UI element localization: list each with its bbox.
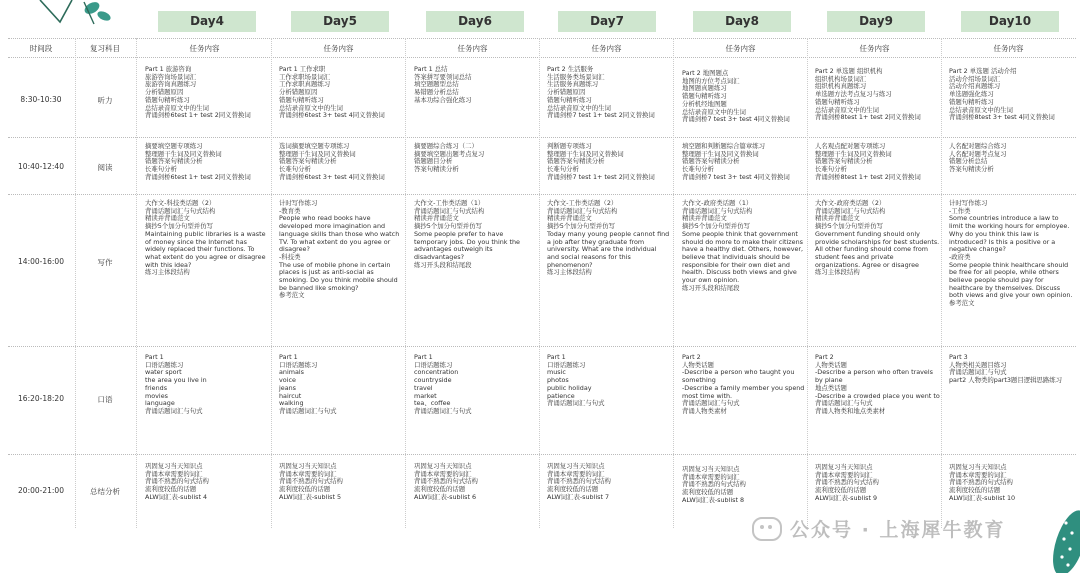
task-column-header: 任务内容 <box>591 44 622 53</box>
reading-task-cell: 人名配对题综合练习 人名配对题考点复习 错题分析总结 答案句精读分析 <box>949 142 1007 174</box>
writing-task-cell: 大作文-政府类话题（1） 背诵话题词汇与句式结构 精读并背诵范文 摘抄5个加分句型并仿写 Some people think that government should do more to make their citizens have a healthy diet. Others, however, believe that individuals should be responsible for their own diet and health. Discuss both views and give your own opinion. 练习开头段和结尾段 <box>682 199 804 292</box>
subject-label: 听力 <box>97 96 113 105</box>
time-slot: 14:00-16:00 <box>18 257 64 266</box>
divider <box>8 454 1076 455</box>
time-slot: 10:40-12:40 <box>18 162 64 171</box>
subject-label: 总结分析 <box>90 487 120 496</box>
speaking-task-cell: Part 2 人物类话题 -Describe a person who often travels by plane 地点类话题 -Describe a crowded place you went to 背诵话题词汇与句式 背诵人物类和地点类素材 <box>815 353 940 415</box>
divider <box>8 38 1076 39</box>
writing-task-cell: 大作文-工作类话题（2） 背诵话题词汇与句式结构 精读并背诵范文 摘抄5个加分句型并仿写 Today many young people cannot find a job after they graduate from university. What are the individual and social reasons for this phenomenon? 练习主体段结构 <box>547 199 670 277</box>
divider <box>8 137 1076 138</box>
divider <box>136 38 137 528</box>
divider <box>271 38 272 528</box>
reading-task-cell: 摘要填空题专项练习 整理题干生词及同义替换词 错题答案句精读分析 长难句分析 背诵剑桥6test 1+ test 2同义替换词 <box>145 142 251 181</box>
speaking-task-cell: Part 1 口语话题练习 concentration countryside travel market tea、coffee 背诵话题词汇与句式 <box>414 353 472 415</box>
summary-task-cell: 巩固复习当天知识点 背诵本章需要的词汇 背诵不熟悉的句式结构 流利度较低的话题 ALW词汇表-sublist 10 <box>949 463 1016 502</box>
summary-task-cell: 巩固复习当天知识点 背诵本章需要的词汇 背诵不熟悉的句式结构 流利度较低的话题 ALW词汇表-sublist 4 <box>145 462 209 501</box>
subject-label: 阅读 <box>97 163 113 172</box>
summary-task-cell: 巩固复习当天知识点 背诵本章需要的词汇 背诵不熟悉的句式结构 流利度较低的话题 ALW词汇表-sublist 9 <box>815 463 879 502</box>
time-slot: 8:30-10:30 <box>20 95 62 104</box>
task-column-header: 任务内容 <box>189 44 220 53</box>
divider <box>405 38 406 528</box>
divider <box>8 194 1076 195</box>
day-header: Day6 <box>426 11 524 32</box>
task-column-header: 任务内容 <box>725 44 756 53</box>
listening-task-cell: Part 2 单选题 活动介绍 活动介绍场景词汇 活动介绍真题练习 单选题强化练习 错题句精听练习 总结录音原文中的生词 背诵剑桥8test 3+ test 4同义替换词 <box>949 67 1055 122</box>
day-header: Day8 <box>693 11 791 32</box>
watermark-text: 公众号 · 上海犀牛教育 <box>790 519 1006 541</box>
summary-task-cell: 巩固复习当天知识点 背诵本章需要的词汇 背诵不熟悉的句式结构 流利度较低的话题 ALW词汇表-sublist 8 <box>682 465 746 504</box>
listening-task-cell: Part 1 总结 答案拼写要领词总结 填空题题型总结 易错题分析总结 基本功综合强化练习 <box>414 65 472 104</box>
reading-task-cell: 人名观点配对题专项练习 整理题干生词及同义替换词 错题答案句精读分析 长难句分析 背诵剑桥8test 1+ test 2同义替换词 <box>815 142 921 181</box>
wechat-icon <box>752 517 782 541</box>
writing-task-cell: 计时写作练习 -工作类 Some countries introduce a law to limit the working hours for employee. Why do you think this law is introduced? Is this a positive or a negative change? -政府类 Some people think healthcare should be free for all people, while others believe people should pay for healthcare by themselves. Discuss both views and give your own opinion. 参考范文 <box>949 199 1073 308</box>
reading-task-cell: 判断题专项练习 整理题干生词及同义替换词 错题答案句精读分析 长难句分析 背诵剑桥7 test 1+ test 2同义替换词 <box>547 142 655 181</box>
divider <box>8 57 1076 58</box>
listening-task-cell: Part 2 生活服务 生活服务类场景词汇 生活服务真题练习 分析错题原因 错题句精听练习 总结录音原文中的生词 背诵剑桥7 test 1+ test 2同义替换词 <box>547 65 655 120</box>
speaking-task-cell: Part 3 人物类相关题目练习 背诵话题词汇与句式 part2 人物类的part3题目逻辑思路练习 <box>949 353 1063 385</box>
day-header: Day5 <box>291 11 389 32</box>
leaf-decoration-icon <box>30 0 120 26</box>
divider <box>8 346 1076 347</box>
subject-label: 写作 <box>97 258 113 267</box>
summary-task-cell: 巩固复习当天知识点 背诵本章需要的词汇 背诵不熟悉的句式结构 流利度较低的话题 ALW词汇表-sublist 5 <box>279 462 343 501</box>
writing-task-cell: 计时写作练习 -教育类 People who read books have developed more imagination and language skills than those who watch TV. To what extent do you agree or disagree? -科技类 The use of mobile phone in certain places is just as anti-social as smoking. Do you think mobile should be banned like smoking? 参考范文 <box>279 199 400 300</box>
speaking-task-cell: Part 2 人物类话题 -Describe a person who taught you something -Describe a family member you spend most time with. 背诵话题词汇与句式 背诵人物类素材 <box>682 353 805 415</box>
task-column-header: 任务内容 <box>323 44 354 53</box>
summary-task-cell: 巩固复习当天知识点 背诵本章需要的词汇 背诵不熟悉的句式结构 流利度较低的话题 ALW词汇表-sublist 6 <box>414 462 478 501</box>
writing-task-cell: 大作文-科技类话题（2） 背诵话题词汇与句式结构 精读并背诵范文 摘抄5个加分句型并仿写 Maintaining public libraries is a waste of money since the Internet has widely replaced their functions. To what extent do you agree or disagree with this idea? 练习主体段结构 <box>145 199 266 277</box>
writing-task-cell: 大作文-政府类话题（2） 背诵话题词汇与句式结构 精读并背诵范文 摘抄5个加分句型并仿写 Government funding should only provide scholarships for best students. All other funding should come from student fees and private organizations. Agree or disagree 练习主体段结构 <box>815 199 940 277</box>
day-header: Day4 <box>158 11 256 32</box>
corner-decoration-icon <box>1020 503 1080 573</box>
summary-task-cell: 巩固复习当天知识点 背诵本章需要的词汇 背诵不熟悉的句式结构 流利度较低的话题 ALW词汇表-sublist 7 <box>547 462 611 501</box>
subject-label: 口语 <box>97 395 113 404</box>
listening-task-cell: Part 1 工作求职 工作求职场景词汇 工作求职真题练习 分析错题原因 错题句精听练习 总结录音原文中的生词 背诵剑桥6test 3+ test 4同义替换词 <box>279 65 385 120</box>
day-header: Day7 <box>558 11 656 32</box>
subject-column-header: 复习科目 <box>90 44 120 53</box>
task-column-header: 任务内容 <box>993 44 1024 53</box>
reading-task-cell: 选词摘要填空题专项练习 整理题干生词及同义替换词 错题答案句精读分析 长难句分析 背诵剑桥6test 3+ test 4同义替换词 <box>279 142 385 181</box>
day-header: Day9 <box>827 11 925 32</box>
reading-task-cell: 填空题和判断题综合篇章练习 整理题干生词及同义替换词 错题答案句精读分析 长难句分析 背诵剑桥7 test 3+ test 4同义替换词 <box>682 142 790 181</box>
task-column-header: 任务内容 <box>859 44 890 53</box>
divider <box>807 38 808 528</box>
speaking-task-cell: Part 1 口语话题练习 water sport the area you live in friends movies language 背诵话题词汇与句式 <box>145 353 207 415</box>
speaking-task-cell: Part 1 口语话题练习 animals voice jeans haircut walking 背诵话题词汇与句式 <box>279 353 337 415</box>
listening-task-cell: Part 2 地图题点 地图的方位考点词汇 地图题真题练习 错题句精听练习 分析机经地图题 总结录音原文中的生词 背诵剑桥7 test 3+ test 4同义替换词 <box>682 69 790 124</box>
listening-task-cell: Part 1 旅游咨询 旅游咨询场景词汇 旅游咨询真题练习 分析错题原因 错题句精听练习 总结录音原文中的生词 背诵剑桥6test 1+ test 2同义替换词 <box>145 65 251 120</box>
divider <box>539 38 540 528</box>
time-slot: 20:00-21:00 <box>18 486 64 495</box>
divider <box>941 38 942 528</box>
speaking-task-cell: Part 1 口语话题练习 music photos public holiday patience 背诵话题词汇与句式 <box>547 353 605 408</box>
watermark <box>752 515 1005 542</box>
divider <box>75 38 76 528</box>
task-column-header: 任务内容 <box>457 44 488 53</box>
time-slot: 16:20-18:20 <box>18 394 64 403</box>
divider <box>673 38 674 528</box>
day-header: Day10 <box>961 11 1059 32</box>
listening-task-cell: Part 2 单选题 组织机构 组织机构场景词汇 组织机构真题练习 单选题方法考点复习与练习 错题句精听练习 总结录音原文中的生词 背诵剑桥8test 1+ test 2同义替换词 <box>815 67 921 122</box>
writing-task-cell: 大作文-工作类话题（1） 背诵话题词汇与句式结构 精读并背诵范文 摘抄5个加分句型并仿写 Some people prefer to have temporary jobs. Do you think the advantages outweigh its disadvantages? 练习开头段和结尾段 <box>414 199 520 269</box>
reading-task-cell: 摘要题综合练习（二） 摘要填空题出题考点复习 错题题目分析 答案句精读分析 <box>414 142 485 174</box>
time-column-header: 时间段 <box>29 44 53 53</box>
